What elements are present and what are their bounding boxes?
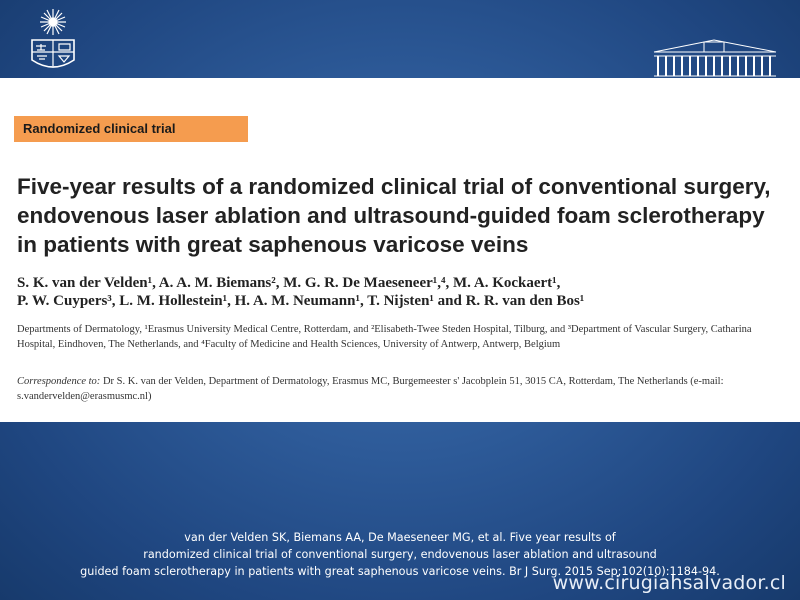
authors-line-1: S. K. van der Velden¹, A. A. M. Biemans², M. G. R. De Maeseneer¹,⁴, M. A. Kockaert¹, bbox=[17, 275, 561, 291]
article-affiliations: Departments of Dermatology, ¹Erasmus University Medical Centre, Rotterdam, and ²Elisabeth-Twee Steden Hospital, Tilburg, and ³Department of Vascular Surgery, Catharina Hospital, Eindhoven, The Netherlands, and ⁴Faculty of Medicine and Health Sciences, University of Antwerp, Antwerp, Belgium bbox=[17, 324, 752, 350]
article-authors bbox=[17, 274, 787, 310]
article-title: Five-year results of a randomized clinical trial of conventional surgery, endovenous laser ablation and ultrasound-guided foam sclerotherapy in patients with great saphenous varicose veins bbox=[17, 174, 771, 257]
website-watermark: www.cirugiahsalvador.cl bbox=[552, 572, 786, 594]
article-header-image bbox=[0, 78, 800, 422]
citation-line-3: guided foam sclerotherapy in patients with great saphenous varicose veins. Br J Surg. 2015 Sep;102(10):1184-94. bbox=[80, 565, 720, 578]
correspondence-text: Dr S. K. van der Velden, Department of Dermatology, Erasmus MC, Burgemeester s' Jacobplein 51, 3015 CA, Rotterdam, The Netherlands (e-mail: s.vandervelden@erasmusmc.nl) bbox=[17, 376, 724, 402]
citation-line-2: randomized clinical trial of conventional surgery, endovenous laser ablation and ultrasound bbox=[143, 548, 657, 561]
authors-line-2: P. W. Cuypers³, L. M. Hollestein¹, H. A. M. Neumann¹, T. Nijsten¹ and R. R. van den Bos¹ bbox=[17, 293, 585, 309]
article-type-label: Randomized clinical trial bbox=[14, 116, 248, 142]
article-correspondence bbox=[17, 374, 787, 404]
university-crest-logo bbox=[26, 8, 80, 72]
citation-line-1: van der Velden SK, Biemans AA, De Maeseneer MG, et al. Five year results of bbox=[184, 531, 616, 544]
correspondence-label: Correspondence to: bbox=[17, 376, 101, 387]
building-facade-logo bbox=[652, 38, 778, 78]
